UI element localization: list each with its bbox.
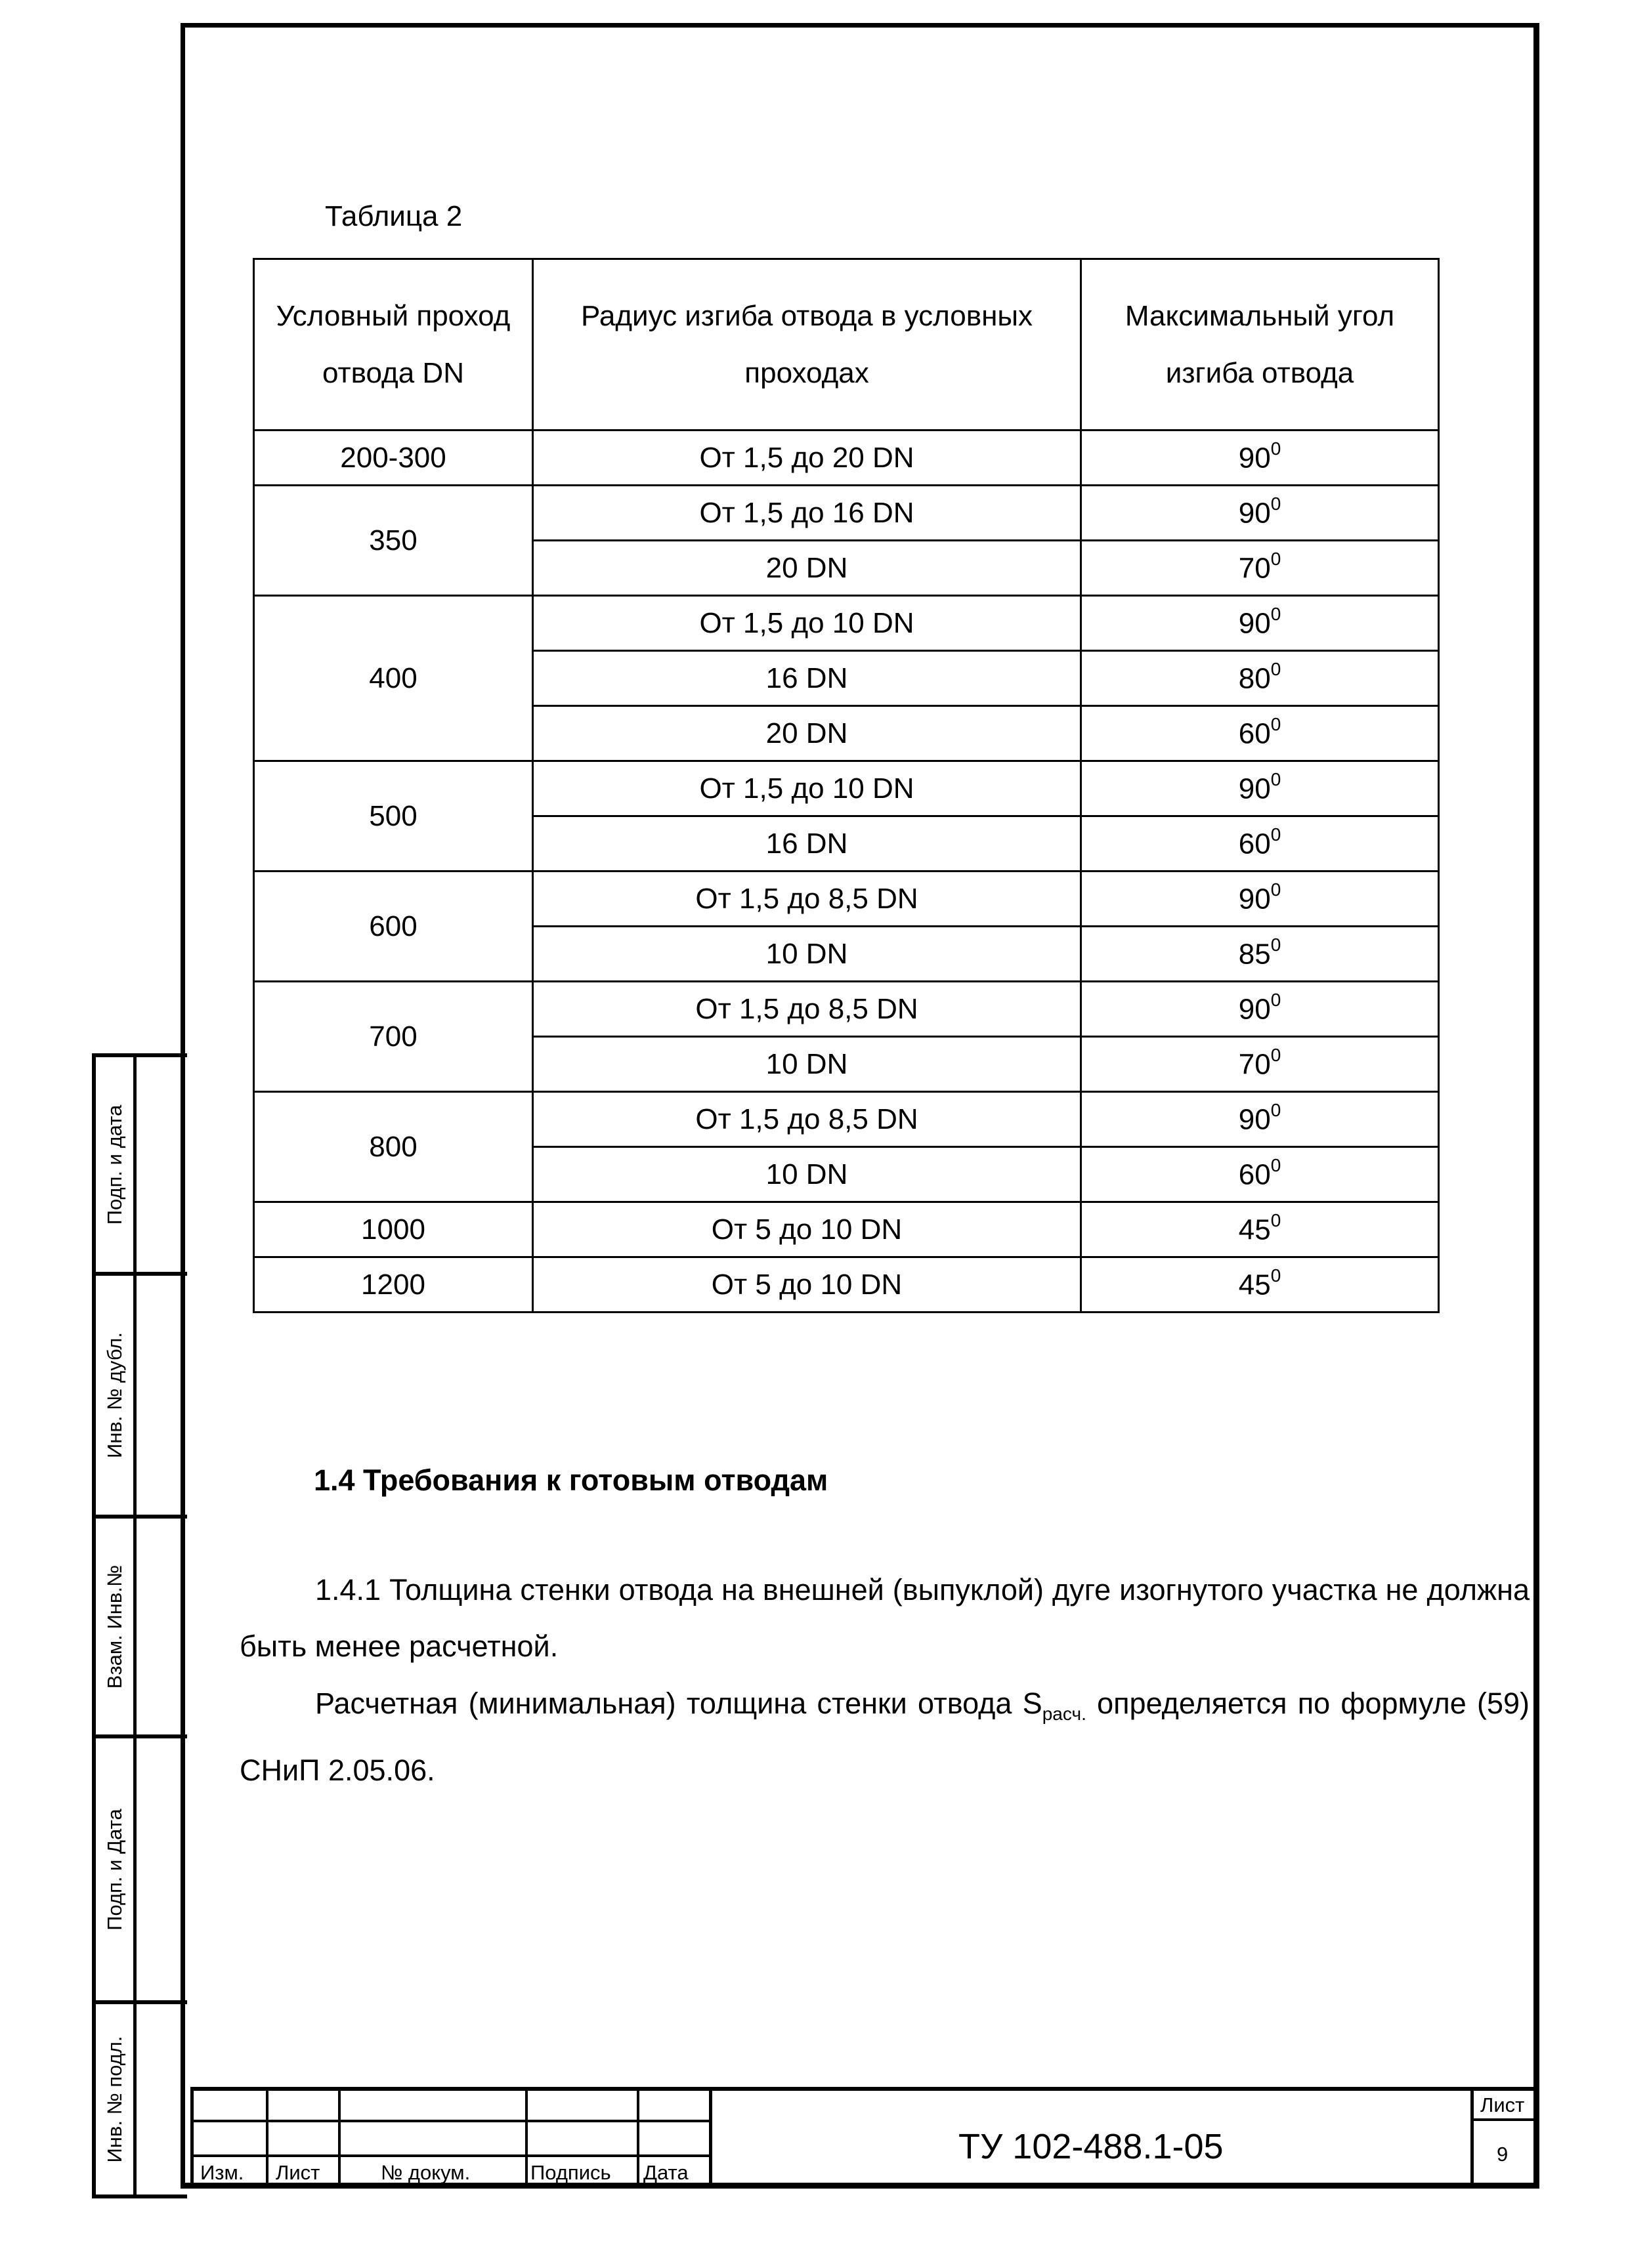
stamp-label: Инв. № подл.	[102, 2036, 126, 2163]
cell-radius: От 1,5 до 8,5 DN	[533, 1092, 1081, 1147]
angle-value: 45	[1238, 1269, 1271, 1301]
cell-angle	[1081, 486, 1439, 541]
cell-angle	[1081, 927, 1439, 982]
paragraph-1-4-1: 1.4.1 Толщина стенки отвода на внешней (выпуклой) дуге изогнутого участка не должна быть менее расчетной.	[240, 1573, 1530, 1663]
degree-mark: 0	[1270, 1209, 1281, 1230]
cell-dn: 1200	[254, 1257, 533, 1312]
degree-mark: 0	[1270, 1154, 1281, 1175]
angle-value: 90	[1238, 883, 1271, 915]
degree-mark: 0	[1270, 989, 1281, 1010]
table-row	[254, 430, 1439, 486]
header-dn: Условный проход отвода DN	[254, 259, 533, 430]
table-body	[254, 430, 1439, 1312]
header-angle: Максимальный угол изгиба отвода	[1081, 259, 1439, 430]
angle-value: 60	[1238, 1158, 1271, 1191]
degree-mark: 0	[1270, 824, 1281, 845]
stamp-label: Взам. Инв.№	[102, 1564, 126, 1689]
degree-mark: 0	[1270, 879, 1281, 900]
header-radius: Радиус изгиба отвода в условных проходах	[533, 259, 1081, 430]
stamp-row-inv-podl	[92, 2000, 187, 2198]
col-list-label: Лист	[276, 2161, 320, 2184]
cell-radius: 10 DN	[533, 927, 1081, 982]
cell-dn: 350	[254, 486, 533, 596]
degree-mark: 0	[1270, 768, 1281, 789]
sheet-number: 9	[1497, 2143, 1509, 2166]
cell-angle	[1081, 872, 1439, 927]
degree-mark: 0	[1270, 548, 1281, 569]
degree-mark: 0	[1270, 713, 1281, 734]
cell-angle	[1081, 1092, 1439, 1147]
cell-angle	[1081, 651, 1439, 706]
cell-radius: 16 DN	[533, 816, 1081, 872]
cell-radius: От 1,5 до 10 DN	[533, 596, 1081, 651]
cell-dn: 800	[254, 1092, 533, 1202]
cell-radius: 10 DN	[533, 1037, 1081, 1092]
sheet-label: Лист	[1480, 2093, 1525, 2116]
col-podpis-label: Подпись	[530, 2161, 611, 2184]
cell-dn: 200-300	[254, 430, 533, 486]
cell-angle	[1081, 596, 1439, 651]
angle-value: 90	[1238, 442, 1271, 474]
degree-mark: 0	[1270, 934, 1281, 955]
degree-mark: 0	[1270, 493, 1281, 514]
bend-table	[253, 258, 1440, 1313]
table-row	[254, 1092, 1439, 1147]
cell-angle	[1081, 541, 1439, 596]
paragraph-calc-thickness: Расчетная (минимальная) толщина стенки отвода $S_{расч.}$ определяется по формуле (59) СНиП 2.05.06.	[240, 1687, 1530, 1787]
degree-mark: 0	[1270, 1099, 1281, 1120]
degree-mark: 0	[1270, 438, 1281, 459]
stamp-label: Подп. и Дата	[102, 1808, 126, 1931]
table-row	[254, 1202, 1439, 1257]
angle-value: 70	[1238, 552, 1271, 585]
binding-strip	[92, 1053, 187, 2198]
angle-value: 60	[1238, 828, 1271, 860]
cell-dn: 600	[254, 872, 533, 982]
cell-angle	[1081, 1037, 1439, 1092]
degree-mark: 0	[1270, 1044, 1281, 1065]
angle-value: 90	[1238, 607, 1271, 640]
stamp-row-inv-dubl	[92, 1272, 187, 1515]
cell-dn: 500	[254, 761, 533, 872]
cell-dn: 700	[254, 982, 533, 1092]
title-block	[190, 2087, 1539, 2189]
angle-value: 85	[1238, 938, 1271, 971]
cell-angle	[1081, 1147, 1439, 1202]
angle-value: 60	[1238, 717, 1271, 750]
cell-angle	[1081, 816, 1439, 872]
angle-value: 80	[1238, 662, 1271, 695]
col-data-label: Дата	[643, 2161, 689, 2184]
document-code: ТУ 102-488.1-05	[958, 2127, 1224, 2166]
cell-angle	[1081, 430, 1439, 486]
table-row	[254, 486, 1439, 541]
table-row	[254, 596, 1439, 651]
cell-radius: От 1,5 до 8,5 DN	[533, 872, 1081, 927]
stamp-row-vzam-inv	[92, 1515, 187, 1734]
stamp-row-podp-data-2	[92, 1734, 187, 2000]
angle-value: 90	[1238, 993, 1271, 1026]
cell-radius: 10 DN	[533, 1147, 1081, 1202]
table-caption: Таблица 2	[325, 200, 463, 232]
cell-dn: 400	[254, 596, 533, 761]
angle-value: 45	[1238, 1213, 1271, 1246]
cell-radius: От 5 до 10 DN	[533, 1202, 1081, 1257]
stamp-row-podp-data	[92, 1053, 187, 1272]
cell-radius: От 1,5 до 10 DN	[533, 761, 1081, 816]
angle-value: 70	[1238, 1048, 1271, 1081]
cell-radius: От 1,5 до 20 DN	[533, 430, 1081, 486]
cell-radius: От 1,5 до 8,5 DN	[533, 982, 1081, 1037]
cell-radius: 16 DN	[533, 651, 1081, 706]
cell-angle	[1081, 1257, 1439, 1312]
degree-mark: 0	[1270, 658, 1281, 679]
table-row	[254, 982, 1439, 1037]
table-row	[254, 1257, 1439, 1312]
angle-value: 90	[1238, 497, 1271, 530]
cell-radius: 20 DN	[533, 706, 1081, 761]
angle-value: 90	[1238, 1103, 1271, 1136]
cell-angle	[1081, 1202, 1439, 1257]
col-izm-label: Изм.	[200, 2161, 244, 2184]
degree-mark: 0	[1270, 603, 1281, 624]
cell-angle	[1081, 982, 1439, 1037]
table-row	[254, 872, 1439, 927]
cell-angle	[1081, 761, 1439, 816]
stamp-label: Инв. № дубл.	[102, 1332, 126, 1458]
cell-radius: От 5 до 10 DN	[533, 1257, 1081, 1312]
table-row	[254, 761, 1439, 816]
cell-radius: 20 DN	[533, 541, 1081, 596]
degree-mark: 0	[1270, 1265, 1281, 1286]
cell-dn: 1000	[254, 1202, 533, 1257]
section-heading: 1.4 Требования к готовым отводам	[314, 1463, 828, 1497]
angle-value: 90	[1238, 772, 1271, 805]
table-header-row	[254, 259, 1439, 430]
cell-angle	[1081, 706, 1439, 761]
col-dokum-label: № докум.	[381, 2161, 471, 2184]
stamp-label: Подп. и дата	[102, 1104, 126, 1225]
cell-radius: От 1,5 до 16 DN	[533, 486, 1081, 541]
